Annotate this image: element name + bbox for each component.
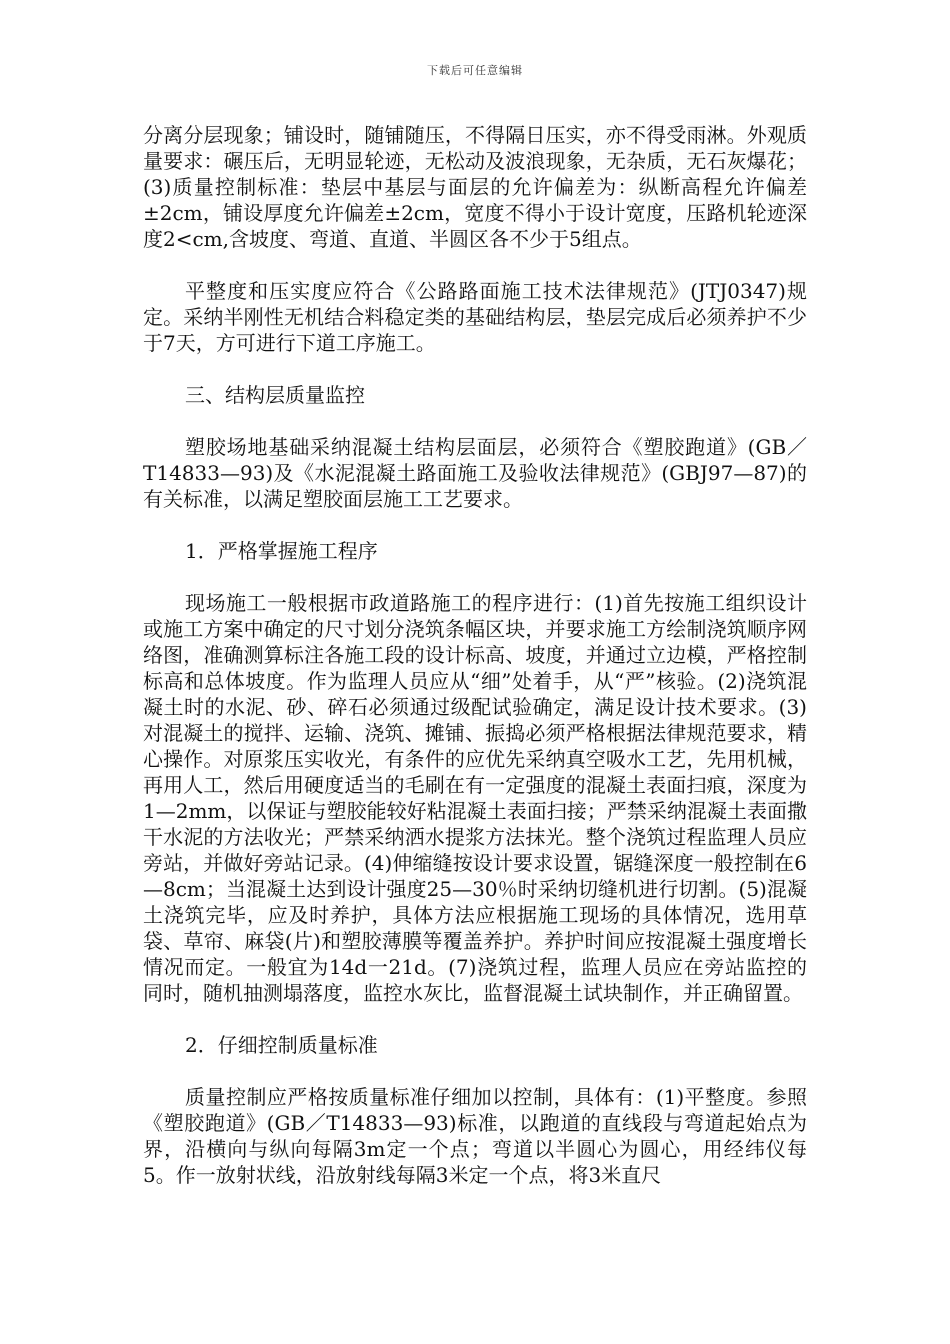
document-body xyxy=(143,122,807,1188)
page-header: 下载后可任意编辑 xyxy=(427,64,523,77)
paragraph-4: 现场施工一般根据市政道路施工的程序进行：(1)首先按施工组织设计或施工方案中确定的尺寸划分浇筑条幅区块，并要求施工方绘制浇筑顺序网络图，准确测算标注各施工段的设计标高、坡度，并通过立边模，严格控制标高和总体坡度。作为监理人员应从“细”处着手，从“严”核验。(2)浇筑混凝土时的水泥、砂、碎石必须通过级配试验确定，满足设计技术要求。(3)对混凝土的搅拌、运输、浇筑、摊铺、振捣必须严格根据法律规范要求，精心操作。对原浆压实收光，有条件的应优先采纳真空吸水工艺，先用机械，再用人工，然后用硬度适当的毛刷在有一定强度的混凝土表面扫痕，深度为1—2mm，以保证与塑胶能较好粘混凝土表面扫接；严禁采纳混凝土表面撒干水泥的方法收光；严禁采纳洒水提浆方法抹光。整个浇筑过程监理人员应旁站，并做好旁站记录。(4)伸缩缝按设计要求设置，锯缝深度一般控制在6—8cm；当混凝土达到设计强度25—30％时采纳切缝机进行切割。(5)混凝土浇筑完毕，应及时养护，具体方法应根据施工现场的具体情况，选用草袋、草帘、麻袋(片)和塑胶薄膜等覆盖养护。养护时间应按混凝土强度增长情况而定。一般宜为14d一21d。(7)浇筑过程，监理人员应在旁站监控的同时，随机抽测塌落度，监控水灰比，监督混凝土试块制作，并正确留置。 xyxy=(143,591,807,1005)
subsection-heading-1: 1．严格掌握施工程序 xyxy=(185,539,378,563)
paragraph-3: 塑胶场地基础采纳混凝土结构层面层，必须符合《塑胶跑道》(GB／T14833—93)及《水泥混凝土路面施工及验收法律规范》(GBJ97—87)的有关标准，以满足塑胶面层施工工艺要求。 xyxy=(143,435,807,511)
paragraph-2: 平整度和压实度应符合《公路路面施工技术法律规范》(JTJ0347)规定。采纳半刚性无机结合料稳定类的基础结构层，垫层完成后必须养护不少于7天，方可进行下道工序施工。 xyxy=(143,279,807,355)
paragraph-1: 分离分层现象；铺设时，随铺随压，不得隔日压实，亦不得受雨淋。外观质量要求：碾压后，无明显轮迹，无松动及波浪现象，无杂质，无石灰爆花；(3)质量控制标准：垫层中基层与面层的允许偏差为：纵断高程允许偏差±2cm，铺设厚度允许偏差±2cm，宽度不得小于设计宽度，压路机轮迹深度2<cm,含坡度、弯道、直道、半圆区各不少于5组点。 xyxy=(143,123,807,251)
paragraph-5: 质量控制应严格按质量标准仔细加以控制，具体有：(1)平整度。参照《塑胶跑道》(GB／T14833—93)标准，以跑道的直线段与弯道起始点为界，沿横向与纵向每隔3m定一个点；弯道以半圆心为圆心，用经纬仪每5。作一放射状线，沿放射线每隔3米定一个点，将3米直尺 xyxy=(143,1085,807,1187)
section-heading-3: 三、结构层质量监控 xyxy=(185,383,365,407)
subsection-heading-2: 2．仔细控制质量标准 xyxy=(185,1033,378,1057)
